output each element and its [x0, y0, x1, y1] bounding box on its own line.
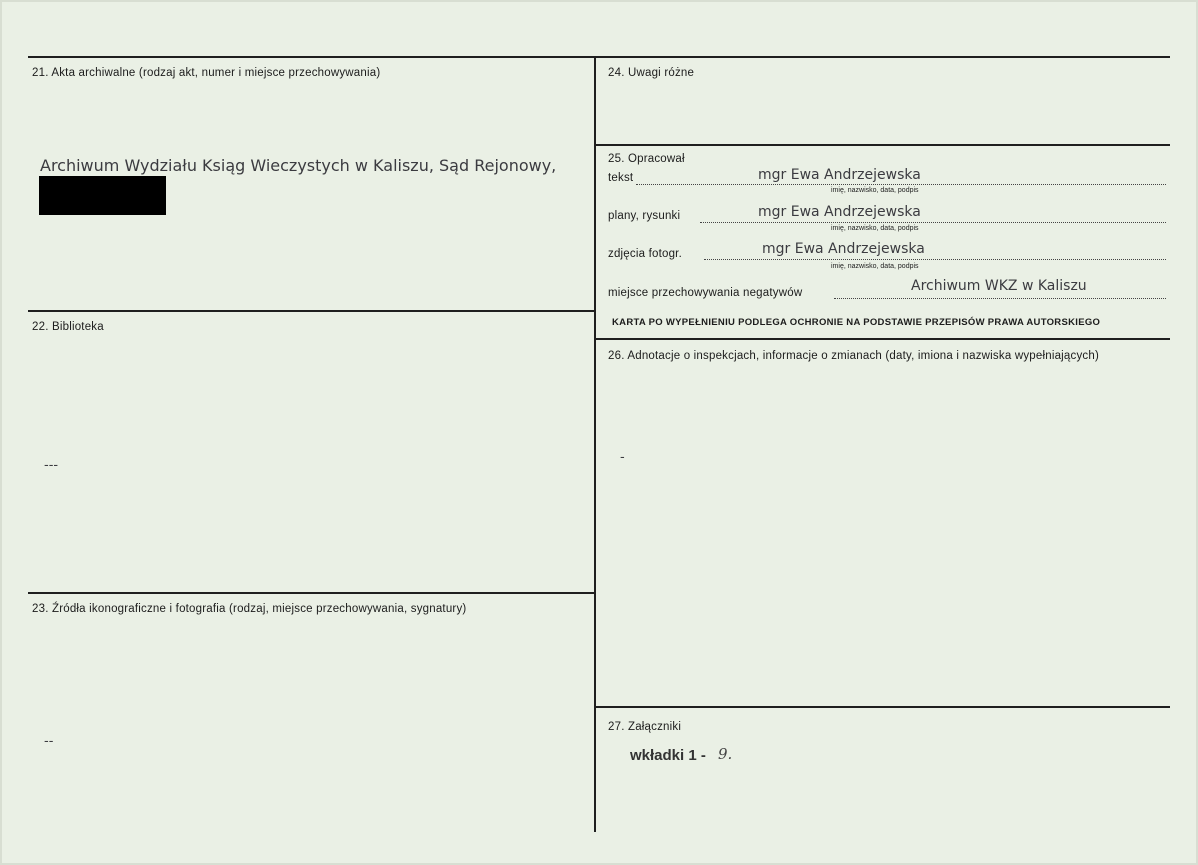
rule-21-22 [28, 310, 594, 312]
section-23-value: -- [44, 734, 54, 749]
rule-26-27 [596, 706, 1170, 708]
section-21-label: 21. Akta archiwalne (rodzaj akt, numer i miejsce przechowywania) [32, 67, 381, 79]
redaction-block [39, 176, 166, 215]
author-plans-caption: imię, nazwisko, data, podpis [831, 225, 919, 232]
rule-25-26 [596, 338, 1170, 340]
top-rule [28, 56, 1170, 58]
negatives-label: miejsce przechowywania negatywów [608, 287, 803, 299]
author-text-label: tekst [608, 172, 634, 184]
section-27-label: 27. Załączniki [608, 721, 682, 733]
section-23-label: 23. Źródła ikonograficzne i fotografia (rodzaj, miejsce przechowywania, sygnatury) [32, 603, 467, 615]
rule-22-23 [28, 592, 594, 594]
section-22-label: 22. Biblioteka [32, 321, 104, 333]
copyright-notice: KARTA PO WYPEŁNIENIU PODLEGA OCHRONIE NA PODSTAWIE PRZEPISÓW PRAWA AUTORSKIEGO [612, 317, 1101, 328]
author-plans-label: plany, rysunki [608, 210, 681, 222]
section-25-label: 25. Opracował [608, 153, 685, 165]
author-plans-value: mgr Ewa Andrzejewska [758, 204, 921, 220]
author-photos-value: mgr Ewa Andrzejewska [762, 241, 925, 257]
author-text-caption: imię, nazwisko, data, podpis [831, 187, 919, 194]
negatives-line [834, 298, 1166, 299]
section-22-value: --- [44, 458, 59, 473]
section-26-value: - [620, 450, 625, 465]
author-plans-line [700, 222, 1166, 223]
center-divider [594, 56, 596, 832]
section-24-label: 24. Uwagi różne [608, 67, 695, 79]
author-photos-caption: imię, nazwisko, data, podpis [831, 263, 919, 270]
author-text-value: mgr Ewa Andrzejewska [758, 167, 921, 183]
author-photos-line [704, 259, 1166, 260]
author-text-line [636, 184, 1166, 185]
attachments-value: wkładki 1 - [630, 747, 706, 764]
author-photos-label: zdjęcia fotogr. [608, 248, 682, 260]
attachments-handwritten-number: 9. [718, 745, 733, 763]
section-21-value: Archiwum Wydziału Ksiąg Wieczystych w Kaliszu, Sąd Rejonowy, [40, 156, 557, 175]
negatives-value: Archiwum WKZ w Kaliszu [911, 278, 1087, 294]
rule-24-25 [596, 144, 1170, 146]
section-26-label: 26. Adnotacje o inspekcjach, informacje o zmianach (daty, imiona i nazwiska wypełniających) [608, 350, 1099, 362]
